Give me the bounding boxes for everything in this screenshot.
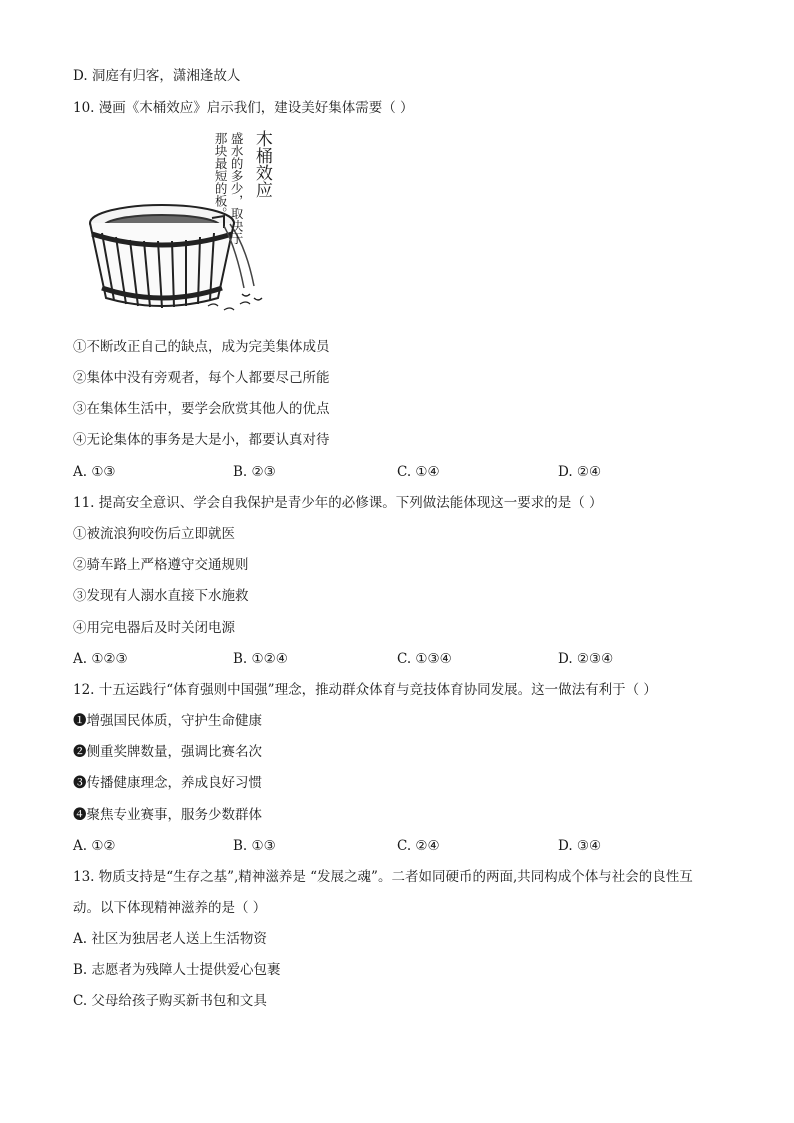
q12-option-c[interactable]: C. ②④ <box>397 838 440 854</box>
q11-option-c[interactable]: C. ①③④ <box>397 651 452 667</box>
q10-statement-4: ④无论集体的事务是大是小，都要认真对待 <box>73 432 330 448</box>
question-11-stem: 11. 提高安全意识、学会自我保护是青少年的必修课。下列做法能体现这一要求的是（ ） <box>73 495 603 511</box>
q10-option-d[interactable]: D. ②④ <box>558 464 602 480</box>
q12-statement-3: ❸传播健康理念，养成良好习惯 <box>73 775 262 791</box>
q11-statement-1: ①被流浪狗咬伤后立即就医 <box>73 526 235 542</box>
q11-option-a[interactable]: A. ①②③ <box>73 651 128 667</box>
q11-statement-3: ③发现有人溺水直接下水施救 <box>73 588 249 604</box>
q12-statement-1: ❶增强国民体质，守护生命健康 <box>73 713 262 729</box>
q13-option-c[interactable]: C. 父母给孩子购买新书包和文具 <box>73 993 267 1009</box>
q10-statement-2: ②集体中没有旁观者，每个人都要尽己所能 <box>73 370 330 386</box>
q10-option-b[interactable]: B. ②③ <box>233 464 276 480</box>
line-d-option: D. 洞庭有归客，潇湘逢故人 <box>73 68 241 84</box>
q11-option-d[interactable]: D. ②③④ <box>558 651 614 667</box>
q10-statement-3: ③在集体生活中，要学会欣赏其他人的优点 <box>73 401 330 417</box>
q12-statement-4: ❹聚焦专业赛事，服务少数群体 <box>73 807 262 823</box>
q12-statement-2: ❷侧重奖牌数量，强调比赛名次 <box>73 744 262 760</box>
q12-option-d[interactable]: D. ③④ <box>558 838 602 854</box>
cartoon-caption-2: 那块最短的板。 <box>213 132 229 220</box>
q11-option-b[interactable]: B. ①②④ <box>233 651 288 667</box>
q11-statement-2: ②骑车路上严格遵守交通规则 <box>73 557 249 573</box>
cartoon-caption-1: 盛水的多少，取决于 <box>229 132 245 245</box>
q11-statement-4: ④用完电器后及时关闭电源 <box>73 620 235 636</box>
q10-option-c[interactable]: C. ①④ <box>397 464 440 480</box>
q13-option-b[interactable]: B. 志愿者为残障人士提供爱心包裹 <box>73 962 281 978</box>
q12-option-a[interactable]: A. ①② <box>73 838 116 854</box>
q12-option-b[interactable]: B. ①③ <box>233 838 276 854</box>
question-10-stem: 10. 漫画《木桶效应》启示我们，建设美好集体需要（ ） <box>73 100 414 116</box>
q10-statement-1: ①不断改正自己的缺点，成为完美集体成员 <box>73 339 330 355</box>
cartoon-title: 木桶效应 <box>251 130 272 198</box>
q13-option-a[interactable]: A. 社区为独居老人送上生活物资 <box>73 931 267 947</box>
question-13-stem-line-2: 动。以下体现精神滋养的是（ ） <box>73 900 267 916</box>
question-12-stem: 12. 十五运践行“体育强则中国强”理念，推动群众体育与竞技体育协同发展。这一做法有利于（ ） <box>73 682 657 698</box>
q10-option-a[interactable]: A. ①③ <box>73 464 116 480</box>
question-13-stem-line-1: 13. 物质支持是“生存之基”,精神滋养是 “发展之魂”。二者如同硬币的两面,共同构成个体与社会的良性互 <box>73 869 693 885</box>
barrel-cartoon <box>84 128 284 328</box>
